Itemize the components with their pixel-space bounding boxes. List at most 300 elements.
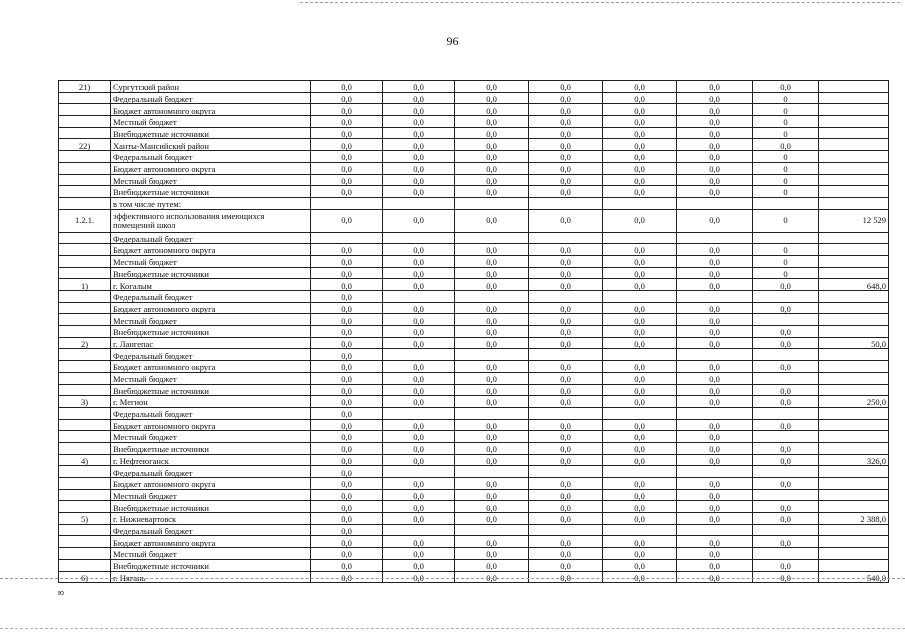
- value-cell: 0,0: [529, 442, 603, 454]
- table-row: [59, 419, 889, 431]
- value-cell: 0,0: [603, 361, 677, 373]
- value-cell: 0,0: [603, 419, 677, 431]
- table-row: [59, 478, 889, 490]
- value-cell: 0,0: [311, 571, 383, 583]
- row-name: Федеральный бюджет: [111, 349, 311, 361]
- value-cell: 0,0: [383, 396, 455, 408]
- table-row: [59, 524, 889, 536]
- table-row: [59, 151, 889, 163]
- value-cell: [455, 232, 529, 244]
- value-cell: 0,0: [753, 337, 819, 349]
- value-cell: 0,0: [753, 396, 819, 408]
- value-cell: 0,0: [311, 127, 383, 139]
- row-code: 6): [59, 571, 111, 583]
- total-cell: 326,0: [819, 454, 889, 466]
- value-cell: 0,0: [455, 326, 529, 338]
- row-code: [59, 151, 111, 163]
- value-cell: 0,0: [311, 548, 383, 560]
- value-cell: [529, 407, 603, 419]
- value-cell: [753, 314, 819, 326]
- value-cell: 0,0: [455, 513, 529, 525]
- table-row: [59, 186, 889, 198]
- total-cell: [819, 419, 889, 431]
- value-cell: [383, 232, 455, 244]
- row-name: Местный бюджет: [111, 174, 311, 186]
- table-row: [59, 501, 889, 513]
- value-cell: 0: [753, 162, 819, 174]
- value-cell: 0,0: [677, 396, 753, 408]
- value-cell: [529, 524, 603, 536]
- value-cell: 0,0: [383, 431, 455, 443]
- scan-artifact-fold-line: [0, 578, 905, 579]
- value-cell: 0,0: [455, 337, 529, 349]
- value-cell: 0,0: [311, 151, 383, 163]
- value-cell: 0,0: [603, 442, 677, 454]
- total-cell: [819, 478, 889, 490]
- row-name: Бюджет автономного округа: [111, 244, 311, 256]
- value-cell: 0,0: [529, 139, 603, 151]
- row-code: [59, 501, 111, 513]
- row-name: в том числе путем:: [111, 197, 311, 209]
- total-cell: [819, 127, 889, 139]
- value-cell: 0,0: [529, 396, 603, 408]
- row-code: [59, 548, 111, 560]
- value-cell: 0,0: [529, 548, 603, 560]
- value-cell: 0,0: [603, 116, 677, 128]
- value-cell: 0,0: [677, 81, 753, 93]
- value-cell: 0,0: [603, 174, 677, 186]
- row-name: г. Лангепас: [111, 337, 311, 349]
- value-cell: 0,0: [383, 454, 455, 466]
- value-cell: 0,0: [603, 209, 677, 232]
- value-cell: 0,0: [677, 127, 753, 139]
- value-cell: [529, 466, 603, 478]
- value-cell: 0,0: [677, 162, 753, 174]
- row-name: Федеральный бюджет: [111, 151, 311, 163]
- value-cell: 0,0: [311, 361, 383, 373]
- row-code: [59, 559, 111, 571]
- value-cell: 0,0: [383, 104, 455, 116]
- value-cell: 0: [753, 244, 819, 256]
- value-cell: 0,0: [753, 571, 819, 583]
- value-cell: 0,0: [529, 337, 603, 349]
- value-cell: 0,0: [677, 116, 753, 128]
- value-cell: 0,0: [455, 302, 529, 314]
- value-cell: 0,0: [311, 407, 383, 419]
- value-cell: [753, 197, 819, 209]
- row-name: Внебюджетные источники: [111, 442, 311, 454]
- total-cell: [819, 466, 889, 478]
- value-cell: 0,0: [455, 419, 529, 431]
- value-cell: 0,0: [529, 489, 603, 501]
- value-cell: [455, 291, 529, 303]
- row-code: [59, 302, 111, 314]
- value-cell: 0,0: [455, 244, 529, 256]
- value-cell: 0,0: [677, 571, 753, 583]
- value-cell: 0,0: [311, 209, 383, 232]
- value-cell: 0,0: [455, 104, 529, 116]
- value-cell: 0,0: [455, 489, 529, 501]
- value-cell: 0,0: [383, 302, 455, 314]
- row-name: Внебюджетные источники: [111, 186, 311, 198]
- row-code: 4): [59, 454, 111, 466]
- total-cell: [819, 104, 889, 116]
- value-cell: 0,0: [311, 524, 383, 536]
- value-cell: 0,0: [383, 559, 455, 571]
- value-cell: 0,0: [603, 81, 677, 93]
- value-cell: 0,0: [603, 127, 677, 139]
- value-cell: 0,0: [677, 151, 753, 163]
- value-cell: 0,0: [529, 174, 603, 186]
- value-cell: 0,0: [529, 81, 603, 93]
- row-name: Бюджет автономного округа: [111, 478, 311, 490]
- page-number: 96: [446, 34, 459, 48]
- value-cell: 0,0: [455, 372, 529, 384]
- value-cell: 0,0: [753, 536, 819, 548]
- total-cell: [819, 162, 889, 174]
- value-cell: 0,0: [677, 384, 753, 396]
- value-cell: [383, 407, 455, 419]
- value-cell: 0: [753, 104, 819, 116]
- row-code: [59, 431, 111, 443]
- value-cell: 0,0: [311, 478, 383, 490]
- row-name: Внебюджетные источники: [111, 267, 311, 279]
- value-cell: [753, 489, 819, 501]
- value-cell: 0,0: [311, 255, 383, 267]
- value-cell: 0,0: [677, 548, 753, 560]
- value-cell: [383, 349, 455, 361]
- corner-mark: ю: [58, 588, 64, 597]
- value-cell: 0,0: [455, 255, 529, 267]
- value-cell: 0: [753, 267, 819, 279]
- row-name: Федеральный бюджет: [111, 291, 311, 303]
- total-cell: [819, 501, 889, 513]
- value-cell: 0,0: [677, 314, 753, 326]
- table-row: [59, 513, 889, 525]
- value-cell: 0,0: [529, 559, 603, 571]
- value-cell: 0,0: [311, 267, 383, 279]
- value-cell: 0: [753, 255, 819, 267]
- value-cell: 0,0: [529, 571, 603, 583]
- value-cell: 0,0: [677, 501, 753, 513]
- value-cell: [753, 232, 819, 244]
- table-row: [59, 548, 889, 560]
- value-cell: 0,0: [311, 513, 383, 525]
- value-cell: 0,0: [677, 174, 753, 186]
- value-cell: [529, 232, 603, 244]
- value-cell: 0,0: [753, 501, 819, 513]
- row-code: 3): [59, 396, 111, 408]
- row-name: Бюджет автономного округа: [111, 419, 311, 431]
- value-cell: [455, 407, 529, 419]
- value-cell: [603, 466, 677, 478]
- row-name: Местный бюджет: [111, 372, 311, 384]
- row-name: Внебюджетные источники: [111, 559, 311, 571]
- value-cell: 0,0: [677, 186, 753, 198]
- value-cell: 0,0: [383, 314, 455, 326]
- table-row: [59, 314, 889, 326]
- value-cell: 0,0: [677, 267, 753, 279]
- row-name: Федеральный бюджет: [111, 407, 311, 419]
- row-code: [59, 232, 111, 244]
- row-name: Бюджет автономного округа: [111, 104, 311, 116]
- row-name: Внебюджетные источники: [111, 127, 311, 139]
- value-cell: 0,0: [455, 162, 529, 174]
- value-cell: 0,0: [677, 442, 753, 454]
- value-cell: 0: [753, 186, 819, 198]
- value-cell: 0,0: [677, 478, 753, 490]
- value-cell: 0,0: [311, 372, 383, 384]
- row-code: [59, 92, 111, 104]
- total-cell: [819, 314, 889, 326]
- value-cell: [677, 232, 753, 244]
- total-cell: [819, 291, 889, 303]
- value-cell: 0,0: [677, 361, 753, 373]
- value-cell: 0,0: [677, 326, 753, 338]
- value-cell: 0,0: [311, 454, 383, 466]
- value-cell: 0,0: [603, 571, 677, 583]
- value-cell: 0: [753, 209, 819, 232]
- total-cell: [819, 548, 889, 560]
- value-cell: 0,0: [383, 571, 455, 583]
- value-cell: 0,0: [529, 372, 603, 384]
- row-name: Бюджет автономного округа: [111, 361, 311, 373]
- value-cell: 0,0: [383, 478, 455, 490]
- row-code: [59, 407, 111, 419]
- value-cell: 0,0: [311, 466, 383, 478]
- value-cell: 0,0: [311, 139, 383, 151]
- table-row: [59, 454, 889, 466]
- value-cell: 0,0: [677, 513, 753, 525]
- table-row: [59, 536, 889, 548]
- value-cell: [383, 524, 455, 536]
- total-cell: [819, 92, 889, 104]
- value-cell: [753, 291, 819, 303]
- value-cell: [753, 466, 819, 478]
- value-cell: 0,0: [383, 501, 455, 513]
- value-cell: 0,0: [383, 326, 455, 338]
- value-cell: 0,0: [455, 81, 529, 93]
- scan-artifact-bottom-line: [0, 628, 905, 629]
- total-cell: 250,0: [819, 396, 889, 408]
- value-cell: 0,0: [383, 384, 455, 396]
- row-name: г. Мегион: [111, 396, 311, 408]
- table-row: [59, 104, 889, 116]
- row-code: 5): [59, 513, 111, 525]
- value-cell: 0,0: [311, 116, 383, 128]
- row-code: [59, 314, 111, 326]
- value-cell: 0,0: [753, 361, 819, 373]
- value-cell: 0,0: [455, 151, 529, 163]
- value-cell: [603, 232, 677, 244]
- value-cell: 0,0: [311, 244, 383, 256]
- value-cell: 0,0: [311, 396, 383, 408]
- value-cell: [603, 291, 677, 303]
- row-name: Местный бюджет: [111, 431, 311, 443]
- row-code: [59, 104, 111, 116]
- value-cell: 0,0: [603, 139, 677, 151]
- row-code: [59, 489, 111, 501]
- row-name: Местный бюджет: [111, 255, 311, 267]
- row-code: [59, 419, 111, 431]
- table-row: [59, 466, 889, 478]
- value-cell: 0,0: [603, 384, 677, 396]
- table-row: [59, 197, 889, 209]
- value-cell: 0,0: [455, 559, 529, 571]
- value-cell: 0,0: [383, 209, 455, 232]
- value-cell: 0,0: [455, 279, 529, 291]
- value-cell: 0,0: [455, 454, 529, 466]
- value-cell: 0,0: [603, 513, 677, 525]
- value-cell: 0,0: [677, 92, 753, 104]
- value-cell: 0,0: [311, 559, 383, 571]
- row-code: 2): [59, 337, 111, 349]
- value-cell: 0,0: [311, 326, 383, 338]
- value-cell: [529, 291, 603, 303]
- row-name: Местный бюджет: [111, 116, 311, 128]
- value-cell: 0,0: [677, 454, 753, 466]
- value-cell: 0,0: [529, 255, 603, 267]
- row-code: [59, 267, 111, 279]
- row-code: [59, 384, 111, 396]
- value-cell: 0,0: [529, 501, 603, 513]
- budget-table-body: [59, 81, 889, 583]
- value-cell: 0,0: [383, 489, 455, 501]
- value-cell: [603, 524, 677, 536]
- value-cell: 0,0: [383, 372, 455, 384]
- value-cell: [383, 197, 455, 209]
- row-code: [59, 349, 111, 361]
- row-name: Бюджет автономного округа: [111, 162, 311, 174]
- value-cell: 0: [753, 92, 819, 104]
- row-name: г. Когалым: [111, 279, 311, 291]
- row-name: Местный бюджет: [111, 489, 311, 501]
- row-code: [59, 174, 111, 186]
- table-row: [59, 291, 889, 303]
- value-cell: [455, 349, 529, 361]
- total-cell: [819, 197, 889, 209]
- total-cell: 648,0: [819, 279, 889, 291]
- row-code: [59, 478, 111, 490]
- value-cell: [677, 466, 753, 478]
- value-cell: 0,0: [603, 548, 677, 560]
- value-cell: [529, 349, 603, 361]
- total-cell: [819, 267, 889, 279]
- value-cell: [753, 372, 819, 384]
- value-cell: 0,0: [603, 372, 677, 384]
- value-cell: 0,0: [455, 478, 529, 490]
- value-cell: [677, 197, 753, 209]
- value-cell: 0,0: [603, 244, 677, 256]
- total-cell: [819, 559, 889, 571]
- value-cell: 0,0: [455, 384, 529, 396]
- row-name: г. Нижневартовск: [111, 513, 311, 525]
- total-cell: 12 529: [819, 209, 889, 232]
- row-code: [59, 291, 111, 303]
- total-cell: [819, 361, 889, 373]
- value-cell: 0,0: [677, 431, 753, 443]
- table-row: [59, 174, 889, 186]
- value-cell: 0,0: [383, 162, 455, 174]
- value-cell: 0,0: [529, 209, 603, 232]
- row-code: [59, 372, 111, 384]
- value-cell: 0,0: [311, 186, 383, 198]
- value-cell: 0,0: [529, 302, 603, 314]
- value-cell: 0,0: [529, 116, 603, 128]
- table-row: [59, 162, 889, 174]
- value-cell: [603, 407, 677, 419]
- value-cell: 0,0: [529, 314, 603, 326]
- value-cell: 0,0: [529, 279, 603, 291]
- total-cell: [819, 139, 889, 151]
- value-cell: 0,0: [603, 186, 677, 198]
- value-cell: 0,0: [603, 337, 677, 349]
- value-cell: 0,0: [753, 559, 819, 571]
- value-cell: 0,0: [677, 104, 753, 116]
- total-cell: [819, 431, 889, 443]
- value-cell: 0,0: [311, 81, 383, 93]
- value-cell: 0,0: [677, 302, 753, 314]
- value-cell: 0,0: [603, 267, 677, 279]
- value-cell: 0,0: [383, 174, 455, 186]
- row-code: [59, 361, 111, 373]
- value-cell: 0,0: [603, 255, 677, 267]
- value-cell: 0,0: [311, 279, 383, 291]
- table-row: [59, 559, 889, 571]
- value-cell: 0,0: [311, 536, 383, 548]
- table-row: [59, 489, 889, 501]
- value-cell: [753, 524, 819, 536]
- value-cell: 0,0: [753, 139, 819, 151]
- value-cell: 0,0: [383, 536, 455, 548]
- value-cell: 0,0: [455, 361, 529, 373]
- value-cell: 0,0: [603, 431, 677, 443]
- total-cell: [819, 407, 889, 419]
- value-cell: 0,0: [753, 513, 819, 525]
- value-cell: 0,0: [603, 489, 677, 501]
- value-cell: 0,0: [529, 478, 603, 490]
- value-cell: 0,0: [455, 92, 529, 104]
- table-row: [59, 244, 889, 256]
- value-cell: [455, 197, 529, 209]
- row-code: 21): [59, 81, 111, 93]
- value-cell: 0,0: [383, 361, 455, 373]
- value-cell: 0: [753, 127, 819, 139]
- row-code: [59, 524, 111, 536]
- value-cell: 0,0: [455, 174, 529, 186]
- table-row: [59, 116, 889, 128]
- value-cell: 0,0: [311, 174, 383, 186]
- value-cell: 0,0: [529, 92, 603, 104]
- row-code: [59, 244, 111, 256]
- value-cell: 0,0: [383, 419, 455, 431]
- value-cell: 0,0: [753, 302, 819, 314]
- table-row: [59, 127, 889, 139]
- value-cell: 0,0: [603, 279, 677, 291]
- value-cell: 0,0: [383, 151, 455, 163]
- total-cell: [819, 302, 889, 314]
- value-cell: 0,0: [677, 244, 753, 256]
- total-cell: [819, 489, 889, 501]
- row-name: Ханты-Мансийский район: [111, 139, 311, 151]
- value-cell: [753, 548, 819, 560]
- value-cell: 0: [753, 151, 819, 163]
- value-cell: 0,0: [529, 151, 603, 163]
- value-cell: 0,0: [677, 489, 753, 501]
- table-row: [59, 92, 889, 104]
- total-cell: [819, 372, 889, 384]
- value-cell: 0,0: [529, 454, 603, 466]
